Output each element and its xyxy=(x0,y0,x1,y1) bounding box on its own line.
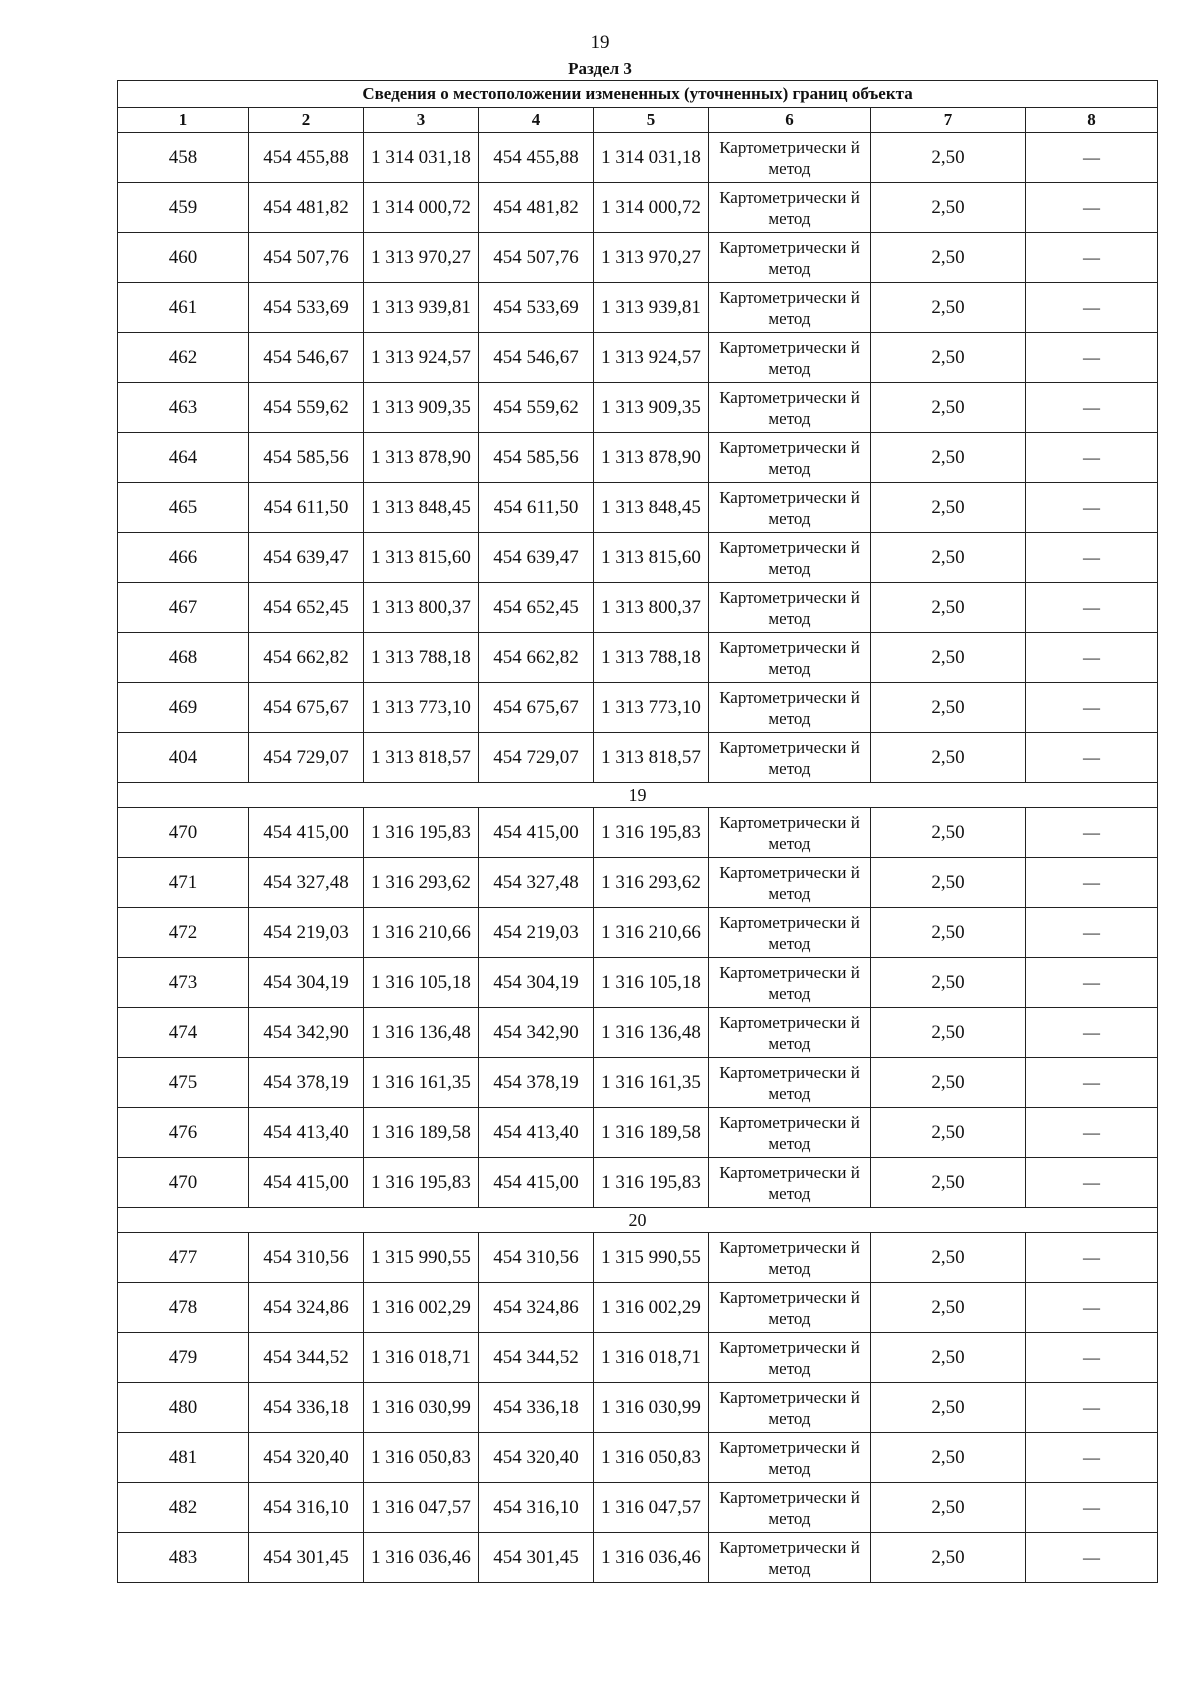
table-row xyxy=(118,808,1158,858)
x-existing-cell: 454 413,40 xyxy=(249,1108,364,1158)
contour-number: 20 xyxy=(118,1208,1158,1233)
note-cell: — xyxy=(1026,1483,1158,1533)
y-existing-cell: 1 316 161,35 xyxy=(364,1058,479,1108)
point-number-cell: 476 xyxy=(118,1108,249,1158)
point-number-cell: 465 xyxy=(118,483,249,533)
table-row xyxy=(118,1333,1158,1383)
note-cell: — xyxy=(1026,808,1158,858)
note-cell: — xyxy=(1026,133,1158,183)
point-number-cell: 477 xyxy=(118,1233,249,1283)
table-row xyxy=(118,958,1158,1008)
point-number-cell: 404 xyxy=(118,733,249,783)
method-cell: Картометрически й метод xyxy=(709,1383,871,1433)
section-title: Раздел 3 xyxy=(568,59,632,78)
column-header: 2 xyxy=(249,108,364,133)
note-cell: — xyxy=(1026,233,1158,283)
column-header: 1 xyxy=(118,108,249,133)
point-number-cell: 478 xyxy=(118,1283,249,1333)
y-existing-cell: 1 313 970,27 xyxy=(364,233,479,283)
point-number-cell: 473 xyxy=(118,958,249,1008)
point-number-cell: 459 xyxy=(118,183,249,233)
table-row xyxy=(118,383,1158,433)
x-new-cell: 454 378,19 xyxy=(479,1058,594,1108)
method-cell: Картометрически й метод xyxy=(709,1483,871,1533)
table-body xyxy=(118,133,1158,1583)
accuracy-cell: 2,50 xyxy=(871,683,1026,733)
point-number-cell: 479 xyxy=(118,1333,249,1383)
point-number-cell: 470 xyxy=(118,808,249,858)
x-existing-cell: 454 455,88 xyxy=(249,133,364,183)
method-cell: Картометрически й метод xyxy=(709,433,871,483)
table-row xyxy=(118,1283,1158,1333)
table-row xyxy=(118,233,1158,283)
column-header: 8 xyxy=(1026,108,1158,133)
accuracy-cell: 2,50 xyxy=(871,958,1026,1008)
x-new-cell: 454 310,56 xyxy=(479,1233,594,1283)
point-number-cell: 469 xyxy=(118,683,249,733)
y-existing-cell: 1 316 047,57 xyxy=(364,1483,479,1533)
x-existing-cell: 454 675,67 xyxy=(249,683,364,733)
note-cell: — xyxy=(1026,1333,1158,1383)
x-new-cell: 454 455,88 xyxy=(479,133,594,183)
point-number-cell: 482 xyxy=(118,1483,249,1533)
x-existing-cell: 454 559,62 xyxy=(249,383,364,433)
accuracy-cell: 2,50 xyxy=(871,908,1026,958)
y-existing-cell: 1 316 293,62 xyxy=(364,858,479,908)
x-existing-cell: 454 324,86 xyxy=(249,1283,364,1333)
x-existing-cell: 454 320,40 xyxy=(249,1433,364,1483)
table-row xyxy=(118,133,1158,183)
column-header: 3 xyxy=(364,108,479,133)
y-existing-cell: 1 313 924,57 xyxy=(364,333,479,383)
note-cell: — xyxy=(1026,683,1158,733)
method-cell: Картометрически й метод xyxy=(709,908,871,958)
x-existing-cell: 454 546,67 xyxy=(249,333,364,383)
accuracy-cell: 2,50 xyxy=(871,183,1026,233)
accuracy-cell: 2,50 xyxy=(871,483,1026,533)
note-cell: — xyxy=(1026,1283,1158,1333)
y-existing-cell: 1 316 189,58 xyxy=(364,1108,479,1158)
y-new-cell: 1 313 970,27 xyxy=(594,233,709,283)
x-new-cell: 454 304,19 xyxy=(479,958,594,1008)
table-row xyxy=(118,1108,1158,1158)
method-cell: Картометрически й метод xyxy=(709,1058,871,1108)
method-cell: Картометрически й метод xyxy=(709,1108,871,1158)
method-cell: Картометрически й метод xyxy=(709,1233,871,1283)
boundary-coordinates-table xyxy=(117,80,1158,1583)
method-cell: Картометрически й метод xyxy=(709,1333,871,1383)
x-new-cell: 454 729,07 xyxy=(479,733,594,783)
method-cell: Картометрически й метод xyxy=(709,1008,871,1058)
y-new-cell: 1 314 031,18 xyxy=(594,133,709,183)
x-new-cell: 454 481,82 xyxy=(479,183,594,233)
note-cell: — xyxy=(1026,283,1158,333)
x-new-cell: 454 336,18 xyxy=(479,1383,594,1433)
note-cell: — xyxy=(1026,633,1158,683)
accuracy-cell: 2,50 xyxy=(871,583,1026,633)
table-row xyxy=(118,1483,1158,1533)
x-existing-cell: 454 533,69 xyxy=(249,283,364,333)
accuracy-cell: 2,50 xyxy=(871,1008,1026,1058)
note-cell: — xyxy=(1026,433,1158,483)
method-cell: Картометрически й метод xyxy=(709,133,871,183)
x-new-cell: 454 533,69 xyxy=(479,283,594,333)
y-existing-cell: 1 316 030,99 xyxy=(364,1383,479,1433)
x-new-cell: 454 546,67 xyxy=(479,333,594,383)
accuracy-cell: 2,50 xyxy=(871,233,1026,283)
y-new-cell: 1 316 002,29 xyxy=(594,1283,709,1333)
method-cell: Картометрически й метод xyxy=(709,583,871,633)
table-row xyxy=(118,333,1158,383)
x-new-cell: 454 675,67 xyxy=(479,683,594,733)
note-cell: — xyxy=(1026,1108,1158,1158)
y-new-cell: 1 313 909,35 xyxy=(594,383,709,433)
accuracy-cell: 2,50 xyxy=(871,533,1026,583)
y-existing-cell: 1 316 105,18 xyxy=(364,958,479,1008)
x-existing-cell: 454 585,56 xyxy=(249,433,364,483)
y-new-cell: 1 313 848,45 xyxy=(594,483,709,533)
table-row xyxy=(118,183,1158,233)
contour-group-row xyxy=(118,783,1158,808)
point-number-cell: 467 xyxy=(118,583,249,633)
accuracy-cell: 2,50 xyxy=(871,1158,1026,1208)
accuracy-cell: 2,50 xyxy=(871,1533,1026,1583)
note-cell: — xyxy=(1026,908,1158,958)
x-new-cell: 454 320,40 xyxy=(479,1433,594,1483)
point-number-cell: 471 xyxy=(118,858,249,908)
x-new-cell: 454 639,47 xyxy=(479,533,594,583)
accuracy-cell: 2,50 xyxy=(871,1483,1026,1533)
table-header-row xyxy=(118,108,1158,133)
x-existing-cell: 454 219,03 xyxy=(249,908,364,958)
x-new-cell: 454 316,10 xyxy=(479,1483,594,1533)
point-number-cell: 460 xyxy=(118,233,249,283)
y-existing-cell: 1 313 773,10 xyxy=(364,683,479,733)
x-existing-cell: 454 729,07 xyxy=(249,733,364,783)
y-existing-cell: 1 313 939,81 xyxy=(364,283,479,333)
table-row xyxy=(118,1533,1158,1583)
method-cell: Картометрически й метод xyxy=(709,1533,871,1583)
x-new-cell: 454 327,48 xyxy=(479,858,594,908)
x-new-cell: 454 507,76 xyxy=(479,233,594,283)
note-cell: — xyxy=(1026,1008,1158,1058)
accuracy-cell: 2,50 xyxy=(871,1383,1026,1433)
method-cell: Картометрически й метод xyxy=(709,633,871,683)
point-number-cell: 458 xyxy=(118,133,249,183)
table-row xyxy=(118,483,1158,533)
note-cell: — xyxy=(1026,1433,1158,1483)
accuracy-cell: 2,50 xyxy=(871,333,1026,383)
x-new-cell: 454 415,00 xyxy=(479,1158,594,1208)
column-header: 5 xyxy=(594,108,709,133)
y-existing-cell: 1 316 018,71 xyxy=(364,1333,479,1383)
x-existing-cell: 454 662,82 xyxy=(249,633,364,683)
note-cell: — xyxy=(1026,1383,1158,1433)
y-existing-cell: 1 316 195,83 xyxy=(364,1158,479,1208)
y-new-cell: 1 313 878,90 xyxy=(594,433,709,483)
point-number-cell: 462 xyxy=(118,333,249,383)
y-existing-cell: 1 313 878,90 xyxy=(364,433,479,483)
x-existing-cell: 454 342,90 xyxy=(249,1008,364,1058)
y-new-cell: 1 316 195,83 xyxy=(594,808,709,858)
x-existing-cell: 454 611,50 xyxy=(249,483,364,533)
x-new-cell: 454 662,82 xyxy=(479,633,594,683)
table-row xyxy=(118,533,1158,583)
point-number-cell: 470 xyxy=(118,1158,249,1208)
point-number-cell: 481 xyxy=(118,1433,249,1483)
x-existing-cell: 454 316,10 xyxy=(249,1483,364,1533)
table-caption: Сведения о местоположении измененных (уточненных) границ объекта xyxy=(118,81,1158,108)
y-new-cell: 1 315 990,55 xyxy=(594,1233,709,1283)
note-cell: — xyxy=(1026,533,1158,583)
x-existing-cell: 454 639,47 xyxy=(249,533,364,583)
method-cell: Картометрически й метод xyxy=(709,733,871,783)
x-existing-cell: 454 327,48 xyxy=(249,858,364,908)
y-existing-cell: 1 314 000,72 xyxy=(364,183,479,233)
y-existing-cell: 1 313 848,45 xyxy=(364,483,479,533)
method-cell: Картометрически й метод xyxy=(709,858,871,908)
point-number-cell: 472 xyxy=(118,908,249,958)
method-cell: Картометрически й метод xyxy=(709,533,871,583)
y-existing-cell: 1 313 800,37 xyxy=(364,583,479,633)
x-new-cell: 454 344,52 xyxy=(479,1333,594,1383)
accuracy-cell: 2,50 xyxy=(871,633,1026,683)
y-new-cell: 1 313 818,57 xyxy=(594,733,709,783)
x-existing-cell: 454 301,45 xyxy=(249,1533,364,1583)
note-cell: — xyxy=(1026,1233,1158,1283)
table-row xyxy=(118,1158,1158,1208)
point-number-cell: 466 xyxy=(118,533,249,583)
column-header: 6 xyxy=(709,108,871,133)
y-new-cell: 1 313 788,18 xyxy=(594,633,709,683)
method-cell: Картометрически й метод xyxy=(709,383,871,433)
table-row xyxy=(118,433,1158,483)
method-cell: Картометрически й метод xyxy=(709,1283,871,1333)
y-existing-cell: 1 313 815,60 xyxy=(364,533,479,583)
method-cell: Картометрически й метод xyxy=(709,483,871,533)
method-cell: Картометрически й метод xyxy=(709,283,871,333)
table-row xyxy=(118,583,1158,633)
y-new-cell: 1 316 210,66 xyxy=(594,908,709,958)
point-number-cell: 475 xyxy=(118,1058,249,1108)
y-new-cell: 1 316 018,71 xyxy=(594,1333,709,1383)
method-cell: Картометрически й метод xyxy=(709,1158,871,1208)
method-cell: Картометрически й метод xyxy=(709,233,871,283)
page-number: 19 xyxy=(590,32,610,53)
accuracy-cell: 2,50 xyxy=(871,433,1026,483)
x-existing-cell: 454 507,76 xyxy=(249,233,364,283)
accuracy-cell: 2,50 xyxy=(871,858,1026,908)
table-row xyxy=(118,683,1158,733)
method-cell: Картометрически й метод xyxy=(709,183,871,233)
x-existing-cell: 454 304,19 xyxy=(249,958,364,1008)
x-new-cell: 454 219,03 xyxy=(479,908,594,958)
y-new-cell: 1 316 050,83 xyxy=(594,1433,709,1483)
x-new-cell: 454 585,56 xyxy=(479,433,594,483)
table-row xyxy=(118,283,1158,333)
method-cell: Картометрически й метод xyxy=(709,1433,871,1483)
note-cell: — xyxy=(1026,1158,1158,1208)
x-existing-cell: 454 481,82 xyxy=(249,183,364,233)
note-cell: — xyxy=(1026,483,1158,533)
table-row xyxy=(118,1008,1158,1058)
accuracy-cell: 2,50 xyxy=(871,1233,1026,1283)
x-new-cell: 454 415,00 xyxy=(479,808,594,858)
point-number-cell: 463 xyxy=(118,383,249,433)
y-existing-cell: 1 313 818,57 xyxy=(364,733,479,783)
note-cell: — xyxy=(1026,733,1158,783)
y-existing-cell: 1 316 036,46 xyxy=(364,1533,479,1583)
method-cell: Картометрически й метод xyxy=(709,808,871,858)
point-number-cell: 468 xyxy=(118,633,249,683)
y-existing-cell: 1 314 031,18 xyxy=(364,133,479,183)
y-existing-cell: 1 316 050,83 xyxy=(364,1433,479,1483)
table-row xyxy=(118,1058,1158,1108)
contour-group-row xyxy=(118,1208,1158,1233)
x-existing-cell: 454 310,56 xyxy=(249,1233,364,1283)
y-new-cell: 1 314 000,72 xyxy=(594,183,709,233)
y-new-cell: 1 316 105,18 xyxy=(594,958,709,1008)
y-new-cell: 1 313 939,81 xyxy=(594,283,709,333)
y-new-cell: 1 316 047,57 xyxy=(594,1483,709,1533)
point-number-cell: 480 xyxy=(118,1383,249,1433)
x-existing-cell: 454 344,52 xyxy=(249,1333,364,1383)
y-new-cell: 1 316 293,62 xyxy=(594,858,709,908)
column-header: 7 xyxy=(871,108,1026,133)
point-number-cell: 474 xyxy=(118,1008,249,1058)
x-new-cell: 454 342,90 xyxy=(479,1008,594,1058)
table-row xyxy=(118,1383,1158,1433)
accuracy-cell: 2,50 xyxy=(871,1333,1026,1383)
y-new-cell: 1 316 030,99 xyxy=(594,1383,709,1433)
column-header: 4 xyxy=(479,108,594,133)
accuracy-cell: 2,50 xyxy=(871,283,1026,333)
x-existing-cell: 454 415,00 xyxy=(249,1158,364,1208)
x-new-cell: 454 611,50 xyxy=(479,483,594,533)
accuracy-cell: 2,50 xyxy=(871,133,1026,183)
x-new-cell: 454 301,45 xyxy=(479,1533,594,1583)
y-new-cell: 1 313 773,10 xyxy=(594,683,709,733)
table-row xyxy=(118,1233,1158,1283)
x-existing-cell: 454 378,19 xyxy=(249,1058,364,1108)
y-new-cell: 1 313 924,57 xyxy=(594,333,709,383)
note-cell: — xyxy=(1026,583,1158,633)
note-cell: — xyxy=(1026,383,1158,433)
table-row xyxy=(118,633,1158,683)
y-new-cell: 1 316 136,48 xyxy=(594,1008,709,1058)
note-cell: — xyxy=(1026,1533,1158,1583)
y-new-cell: 1 316 189,58 xyxy=(594,1108,709,1158)
y-existing-cell: 1 316 136,48 xyxy=(364,1008,479,1058)
point-number-cell: 464 xyxy=(118,433,249,483)
point-number-cell: 483 xyxy=(118,1533,249,1583)
x-new-cell: 454 324,86 xyxy=(479,1283,594,1333)
accuracy-cell: 2,50 xyxy=(871,1433,1026,1483)
x-new-cell: 454 413,40 xyxy=(479,1108,594,1158)
note-cell: — xyxy=(1026,183,1158,233)
y-new-cell: 1 316 195,83 xyxy=(594,1158,709,1208)
y-existing-cell: 1 316 002,29 xyxy=(364,1283,479,1333)
x-new-cell: 454 652,45 xyxy=(479,583,594,633)
accuracy-cell: 2,50 xyxy=(871,1058,1026,1108)
method-cell: Картометрически й метод xyxy=(709,683,871,733)
y-new-cell: 1 316 036,46 xyxy=(594,1533,709,1583)
table-row xyxy=(118,1433,1158,1483)
x-existing-cell: 454 415,00 xyxy=(249,808,364,858)
y-existing-cell: 1 313 909,35 xyxy=(364,383,479,433)
accuracy-cell: 2,50 xyxy=(871,1283,1026,1333)
accuracy-cell: 2,50 xyxy=(871,808,1026,858)
table-row xyxy=(118,733,1158,783)
x-existing-cell: 454 336,18 xyxy=(249,1383,364,1433)
y-existing-cell: 1 315 990,55 xyxy=(364,1233,479,1283)
note-cell: — xyxy=(1026,958,1158,1008)
y-new-cell: 1 313 815,60 xyxy=(594,533,709,583)
table-row xyxy=(118,858,1158,908)
x-new-cell: 454 559,62 xyxy=(479,383,594,433)
method-cell: Картометрически й метод xyxy=(709,333,871,383)
point-number-cell: 461 xyxy=(118,283,249,333)
method-cell: Картометрически й метод xyxy=(709,958,871,1008)
accuracy-cell: 2,50 xyxy=(871,383,1026,433)
table-row xyxy=(118,908,1158,958)
y-new-cell: 1 313 800,37 xyxy=(594,583,709,633)
note-cell: — xyxy=(1026,333,1158,383)
y-existing-cell: 1 313 788,18 xyxy=(364,633,479,683)
y-existing-cell: 1 316 195,83 xyxy=(364,808,479,858)
table-caption-row xyxy=(118,81,1158,108)
y-existing-cell: 1 316 210,66 xyxy=(364,908,479,958)
contour-number: 19 xyxy=(118,783,1158,808)
x-existing-cell: 454 652,45 xyxy=(249,583,364,633)
accuracy-cell: 2,50 xyxy=(871,1108,1026,1158)
accuracy-cell: 2,50 xyxy=(871,733,1026,783)
y-new-cell: 1 316 161,35 xyxy=(594,1058,709,1108)
note-cell: — xyxy=(1026,858,1158,908)
note-cell: — xyxy=(1026,1058,1158,1108)
